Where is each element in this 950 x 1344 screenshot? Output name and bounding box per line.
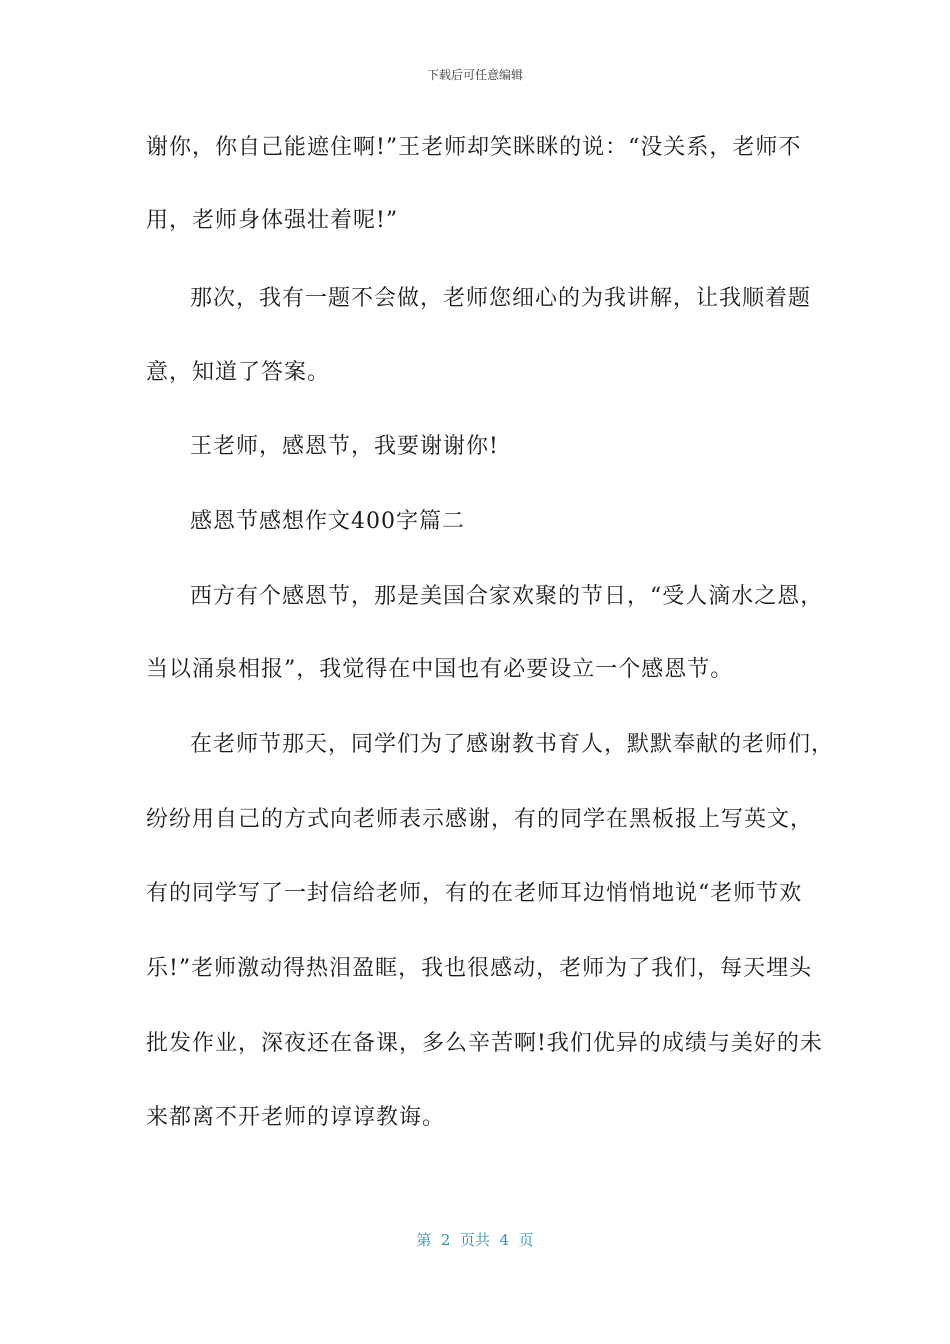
section-heading: 感恩节感想作文400字篇二 (190, 509, 465, 534)
text-line: 当以涌泉相报”，我觉得在中国也有必要设立一个感恩节。 (146, 657, 734, 682)
text-line: 有的同学写了一封信给老师，有的在老师耳边悄悄地说“老师节欢 (146, 881, 803, 906)
text-line: 来都离不开老师的谆谆教诲。 (146, 1105, 446, 1130)
text-line: 西方有个感恩节，那是美国合家欢聚的节日，“受人滴水之恩， (190, 584, 824, 609)
text-line: 纷纷用自己的方式向老师表示感谢，有的同学在黑板报上写英文， (146, 807, 814, 832)
text-line: 王老师，感恩节，我要谢谢你! (190, 434, 499, 459)
page-header: 下载后可任意编辑 (426, 68, 523, 82)
text-line: 意，知道了答案。 (146, 360, 331, 385)
text-line: 乐!”老师激动得热泪盈眶，我也很感动，老师为了我们，每天埋头 (146, 956, 813, 981)
page-number: 第 2 页共 4 页 (416, 1231, 534, 1249)
text-line: 批发作业，深夜还在备课，多么辛苦啊!我们优异的成绩与美好的未 (146, 1031, 823, 1056)
text-line: 在老师节那天，同学们为了感谢教书育人，默默奉献的老师们， (190, 732, 835, 757)
text-line: 谢你，你自己能遮住啊!”王老师却笑眯眯的说：“没关系，老师不 (146, 135, 802, 160)
text-line: 用，老师身体强壮着呢!” (146, 208, 399, 233)
text-line: 那次，我有一题不会做，老师您细心的为我讲解，让我顺着题 (190, 286, 812, 311)
